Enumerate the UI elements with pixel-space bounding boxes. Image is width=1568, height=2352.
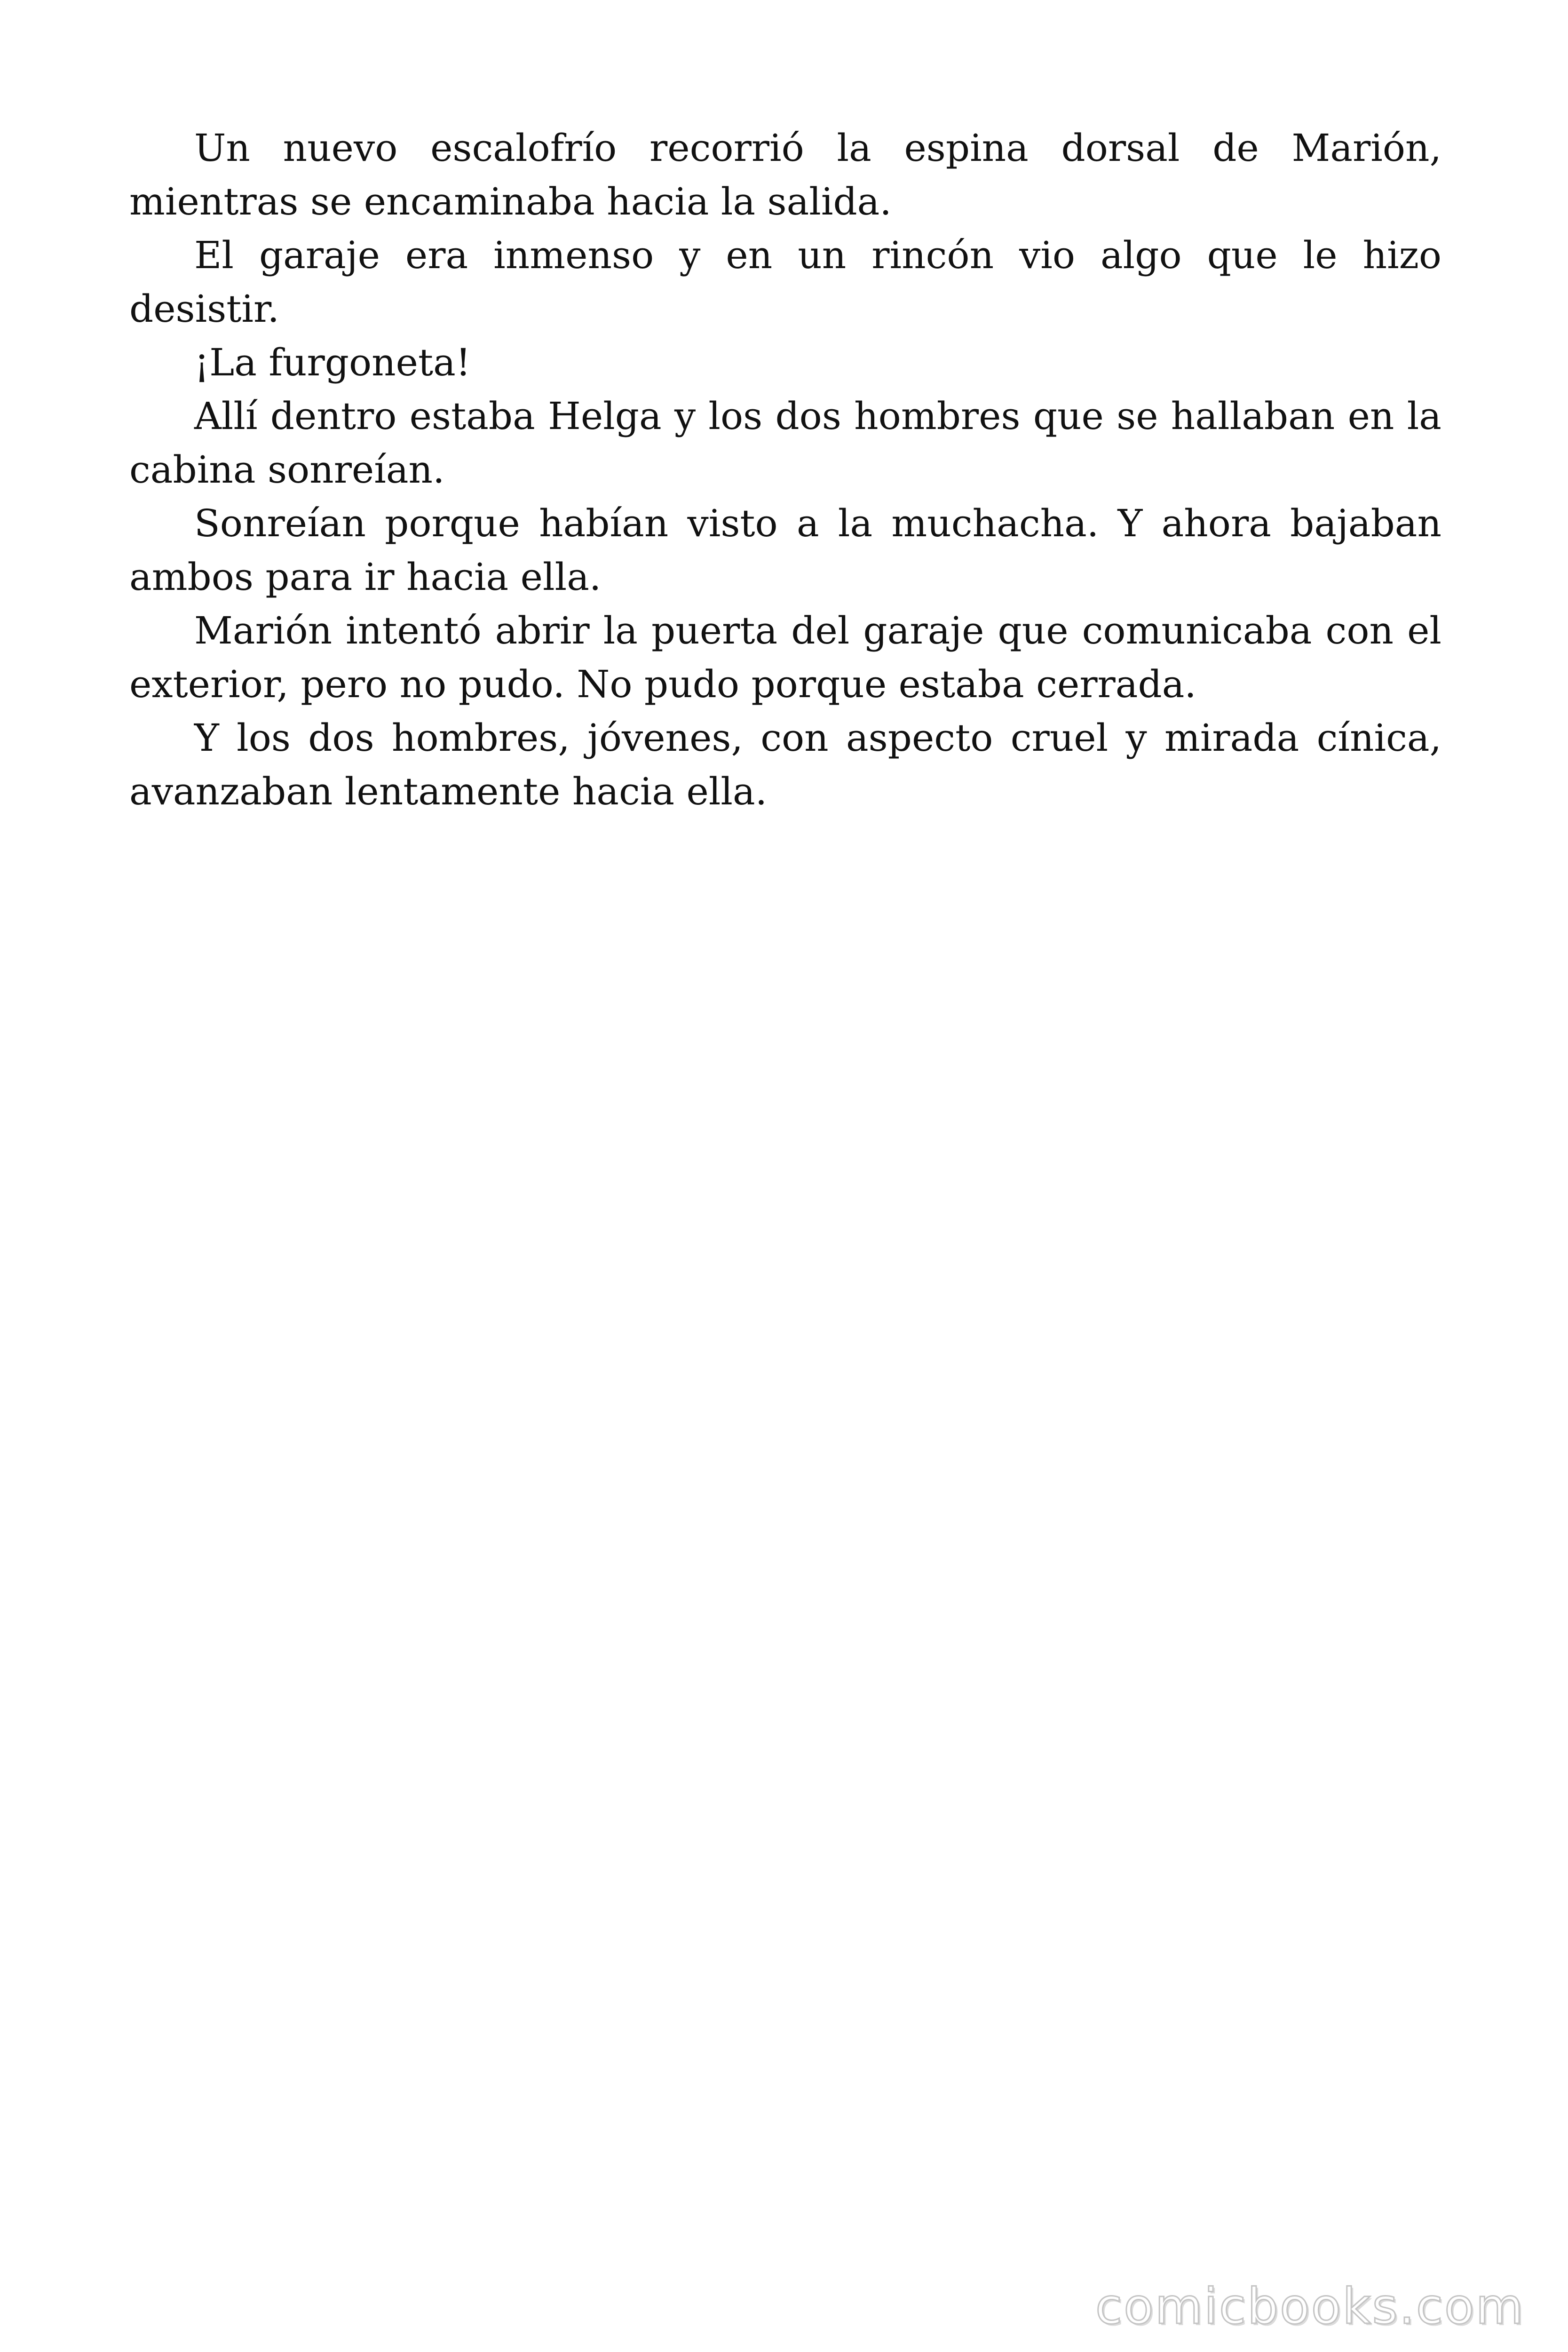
paragraph-3: ¡La furgoneta! [194, 341, 471, 384]
watermark: comicbooks.com [1095, 2278, 1525, 2335]
paragraph-6: Marión intentó abrir la puerta del garaje que comunicaba con el exterior, pero no pudo. No pudo porque estaba cerrada. [129, 609, 1441, 706]
paragraph-4: Allí dentro estaba Helga y los dos hombres que se hallaban en la cabina sonreían. [129, 394, 1441, 492]
paragraph-1: Un nuevo escalofrío recorrió la espina dorsal de Marión, mientras se encaminaba hacia la salida. [129, 126, 1441, 223]
paragraph-2: El garaje era inmenso y en un rincón vio algo que le hizo desistir. [129, 233, 1441, 331]
paragraph-5: Sonreían porque habían visto a la muchacha. Y ahora bajaban ambos para ir hacia ella. [129, 501, 1441, 599]
body-text [129, 121, 1441, 818]
paragraph-7: Y los dos hombres, jóvenes, con aspecto cruel y mirada cínica, avanzaban lentamente hacia ella. [129, 716, 1441, 813]
